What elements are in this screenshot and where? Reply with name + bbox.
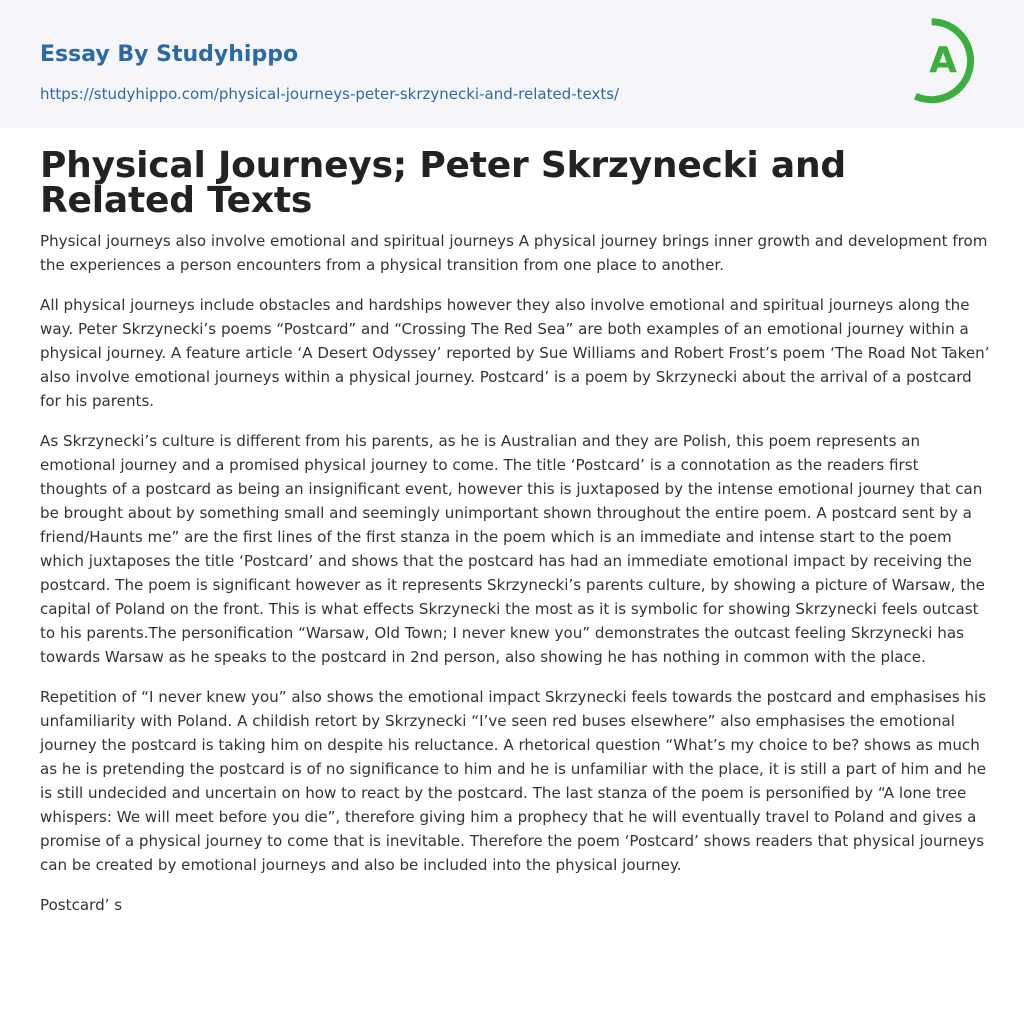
- site-header: [0, 0, 1024, 128]
- logo-letter: A: [929, 40, 957, 81]
- essay-paragraph: Repetition of “I never knew you” also shows the emotional impact Skrzynecki feels towards the postcard and emphasises his unfamiliarity with Poland. A childish retort by Skrzynecki “I’ve seen red buses elsewhere” also emphasises the emotional journey the postcard is taking him on despite his reluctance. A rhetorical question “What’s my choice to be? shows as much as he is pretending the postcard is of no significance to him and he is unfamiliar with the place, it is still a part of him and he is still undecided and uncertain on how to react by the postcard. The last stanza of the poem is personified by “A lone tree whispers: We will meet before you die”, therefore giving him a prophecy that he will eventually travel to Poland and gives a promise of a physical journey to come that is inevitable. Therefore the poem ‘Postcard’ shows readers that physical journeys can be created by emotional journeys and also be included into the physical journey.: [40, 688, 987, 874]
- essay-paragraph: As Skrzynecki’s culture is different from his parents, as he is Australian and they are Polish, this poem represents an emotional journey and a promised physical journey to come. The title ‘Postcard’ is a connotation as the readers first thoughts of a postcard as being an insignificant event, however this is juxtaposed by the intense emotional journey that can be brought about by something small and seemingly unimportant shown throughout the entire poem. A postcard sent by a friend/Haunts me” are the first lines of the first stanza in the poem which is an immediate and intense start to the poem which juxtaposes the title ‘Postcard’ and shows that the postcard has had an immediate emotional impact by receiving the postcard. The poem is significant however as it represents Skrzynecki’s parents culture, by showing a picture of Warsaw, the capital of Poland on the front. This is what effects Skrzynecki the most as it is symbolic for showing Skrzynecki feels outcast to his parents.The personification “Warsaw, Old Town; I never knew you” demonstrates the outcast feeling Skrzynecki has towards Warsaw as he speaks to the postcard in 2nd person, also showing he has nothing in common with the place.: [40, 432, 985, 666]
- brand-title[interactable]: Essay By Studyhippo: [40, 42, 299, 67]
- essay-paragraph: Physical journeys also involve emotional and spiritual journeys A physical journey brings inner growth and development from the experiences a person encounters from a physical transition from one place to another.: [40, 232, 988, 274]
- site-logo[interactable]: [912, 18, 988, 106]
- source-url-link[interactable]: https://studyhippo.com/physical-journeys-peter-skrzynecki-and-related-texts/: [40, 85, 620, 103]
- page-title: Physical Journeys; Peter Skrzynecki and Related Texts: [40, 145, 846, 221]
- essay-paragraph: Postcard’ s: [40, 896, 123, 914]
- essay-body: [40, 229, 990, 933]
- essay-paragraph: All physical journeys include obstacles and hardships however they also involve emotional and spiritual journeys along the way. Peter Skrzynecki’s poems “Postcard” and “Crossing The Red Sea” are both examples of an emotional journey within a physical journey. A feature article ‘A Desert Odyssey’ reported by Sue Williams and Robert Frost’s poem ‘The Road Not Taken’ also involve emotional journeys within a physical journey. Postcard’ is a poem by Skrzynecki about the arrival of a postcard for his parents.: [40, 296, 990, 410]
